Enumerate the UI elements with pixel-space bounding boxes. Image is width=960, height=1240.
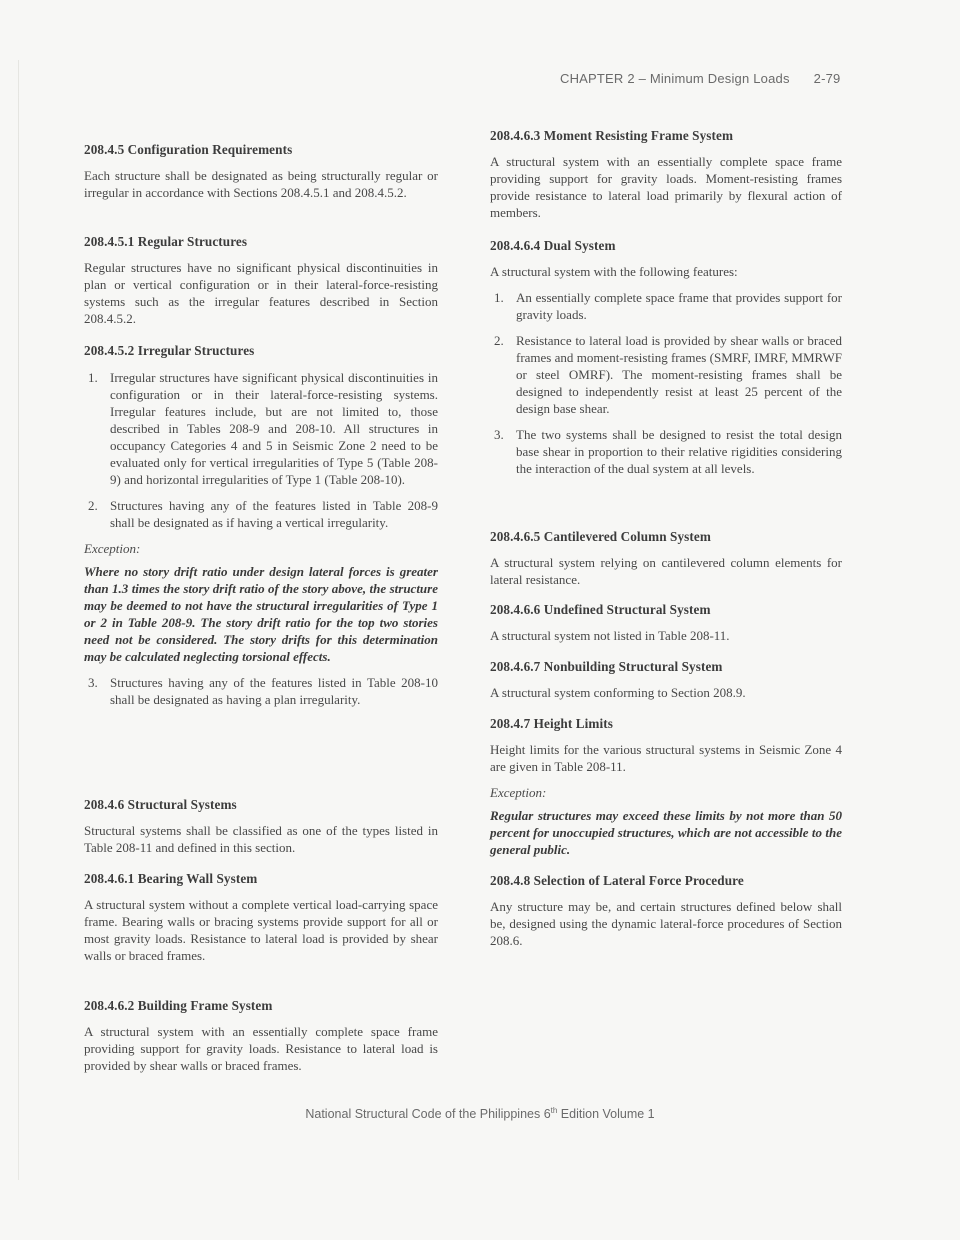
page-header [560,71,840,86]
section-heading: 208.4.5.1 Regular Structures [84,234,248,249]
section-208-4-5-1 [84,234,438,327]
list-item: 2. Resistance to lateral load is provided by shear walls or braced frames and moment-resisting frames (SMRF, IMRF, MMRWF or steel OMRF). The moment-resisting frames shall be designed to independently resist at least 25 percent of the design base shear. [494,333,842,416]
section-heading: 208.4.8 Selection of Lateral Force Procedure [490,873,744,888]
exception-label: Exception: [84,541,141,556]
section-body: A structural system not listed in Table 208-11. [490,628,730,643]
section-208-4-6-2 [84,998,438,1074]
page-scan-edge [18,60,19,1180]
section-heading: 208.4.6.6 Undefined Structural System [490,602,711,617]
section-heading: 208.4.6.7 Nonbuilding Structural System [490,659,723,674]
list-item: 1. An essentially complete space frame that provides support for gravity loads. [494,290,842,322]
section-body: Any structure may be, and certain structures defined below shall be, designed using the dynamic lateral-force procedures of Section 208.6. [490,899,842,948]
section-heading: 208.4.6.3 Moment Resisting Frame System [490,128,734,143]
section-heading: 208.4.6 Structural Systems [84,797,237,812]
page-footer [0,1106,960,1121]
section-208-4-5-2 [84,343,438,708]
section-208-4-8 [490,873,842,949]
page-number: 2-79 [813,71,841,86]
section-heading: 208.4.6.2 Building Frame System [84,998,273,1013]
section-heading: 208.4.5 Configuration Requirements [84,142,293,157]
section-intro: A structural system with the following features: [490,264,738,279]
section-body: Each structure shall be designated as being structurally regular or irregular in accordance with Sections 208.4.5.1 and 208.4.5.2. [84,168,438,200]
section-heading: 208.4.6.5 Cantilevered Column System [490,529,711,544]
section-208-4-6-7 [490,659,842,701]
section-208-4-6-6 [490,602,842,644]
exception-label: Exception: [490,785,547,800]
section-208-4-6-5 [490,529,842,588]
dual-system-list [490,289,842,477]
irregular-list-cont [84,674,438,708]
section-body: A structural system with an essentially complete space frame providing support for gravity loads. Moment-resisting frames provide resistance to lateral load primarily by flexural action of members. [490,154,842,220]
section-body: A structural system without a complete vertical load-carrying space frame. Bearing walls or bracing systems provide support for all or most gravity loads. Resistance to lateral load is provided by shear walls or braced frames. [84,897,438,963]
section-208-4-7 [490,716,842,858]
footer-text-end: Edition Volume 1 [557,1107,655,1122]
section-heading: 208.4.5.2 Irregular Structures [84,343,255,358]
section-body: Height limits for the various structural systems in Seismic Zone 4 are given in Table 208-11. [490,742,842,774]
list-item: 3. Structures having any of the features listed in Table 208-10 shall be designated as having a plan irregularity. [88,675,438,707]
section-heading: 208.4.7 Height Limits [490,716,613,731]
section-heading: 208.4.6.4 Dual System [490,238,616,253]
footer-superscript: th [550,1106,558,1115]
list-item: 1. Irregular structures have significant physical discontinuities in configuration or in their lateral-force-resisting systems. Irregular features include, but are not limited to, those described in Tables 208-9 and 208-10. All structures in occupancy Categories 4 and 5 in Seismic Zone 2 need to be evaluated only for vertical irregularities of Type 5 (Table 208-9) and horizontal irregularities of Type 1 (Table 208-10). [88,370,438,487]
list-item: 2. Structures having any of the features listed in Table 208-9 shall be designated as if having a vertical irregularity. [88,498,438,530]
footer-text-start: National Structural Code of the Philippines 6 [305,1107,551,1122]
section-body: Regular structures have no significant physical discontinuities in plan or vertical configuration or in their lateral-force-resisting systems such as the irregular features described in Section 208.4.5.2. [84,260,438,326]
exception-text: Where no story drift ratio under design lateral forces is greater than 1.3 times the story drift ratio of the story above, the structure may be deemed to not have the structural irregularities of Type 1 or 2 in Table 208-9. The story drift ratio for the top two stories need not be considered. The story drifts for this determination may be calculated neglecting torsional effects. [84,564,438,664]
irregular-list [84,369,438,531]
section-heading: 208.4.6.1 Bearing Wall System [84,871,258,886]
section-body: A structural system with an essentially complete space frame providing support for gravity loads. Resistance to lateral load is provided by shear walls or braced frames. [84,1024,438,1073]
exception-text: Regular structures may exceed these limits by not more than 50 percent for unoccupied structures, which are not accessible to the general public. [490,808,842,857]
section-body: A structural system conforming to Section 208.9. [490,685,746,700]
section-208-4-5 [84,142,438,201]
section-body: Structural systems shall be classified as one of the types listed in Table 208-11 and defined in this section. [84,823,438,855]
section-208-4-6-3 [490,128,842,221]
section-208-4-6-1 [84,871,438,964]
section-body: A structural system relying on cantilevered column elements for lateral resistance. [490,555,842,587]
list-item: 3. The two systems shall be designed to resist the total design base shear in proportion to their relative rigidities considering the interaction of the dual system at all levels. [494,427,842,476]
section-208-4-6 [84,797,438,856]
chapter-title: CHAPTER 2 – Minimum Design Loads [560,71,790,86]
section-208-4-6-4 [490,238,842,477]
